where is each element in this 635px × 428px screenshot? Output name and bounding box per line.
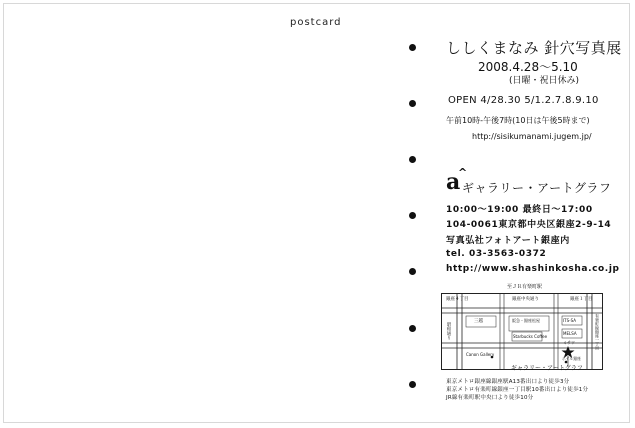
artist-url[interactable]: http://sisikumanami.jugem.jp/: [472, 132, 592, 141]
map-label-ginza4: 銀座４丁目: [446, 297, 469, 302]
map-station-label: 至ＪＲ有楽町駅: [507, 284, 543, 290]
bullet-dot: [409, 268, 416, 275]
direction-line: 東京メトロ銀座線銀座駅A13番出口より徒歩3分: [446, 379, 570, 385]
map-label-tsubaki: ホテル銀座: [562, 356, 581, 361]
gallery-address: 104-0061東京都中央区銀座2-9-14: [446, 220, 612, 230]
direction-line: JR線有楽町駅中央口より徒歩10分: [446, 395, 534, 401]
map-label-starbucks: Starbucks Coffee: [513, 334, 548, 339]
gallery-hours: 10:00〜19:00 最終日〜17:00: [446, 205, 593, 215]
map-label-chuo-dori: 銀座中央通り: [512, 297, 539, 302]
map-label-canon: Canon Gallery: [466, 352, 495, 357]
map-label-shop: 阪急・銀座松屋: [512, 318, 540, 323]
map-label-yurakucho-line: 有楽町線銀座一丁目: [595, 314, 600, 350]
direction-line: 東京メトロ有楽町線銀座一丁目駅10番出口より徒歩1分: [446, 387, 589, 393]
bullet-dot: [409, 212, 416, 219]
bullet-dot: [409, 156, 416, 163]
bullet-dot: [409, 100, 416, 107]
open-days: OPEN 4/28.30 5/1.2.7.8.9.10: [448, 95, 599, 106]
gallery-map: [441, 293, 603, 370]
gallery-building: 写真弘社フォトアート銀座内: [446, 236, 570, 246]
gallery-url[interactable]: http://www.shashinkosha.co.jp: [446, 264, 620, 274]
map-label-sawayo: ミサワ: [563, 340, 575, 345]
gallery-tel[interactable]: tel. 03-3563-0372: [446, 249, 547, 259]
postcard-label: postcard: [290, 17, 342, 28]
map-gallery-label: ギャラリー・アートグラフ: [511, 365, 583, 372]
bullet-dot: [409, 381, 416, 388]
gallery-name: ギャラリー・アートグラフ: [462, 181, 612, 195]
logo-accent-icon: ^: [458, 166, 468, 179]
gallery-logo: a: [446, 169, 461, 195]
map-label-showa: 昭和通り: [446, 322, 451, 340]
bullet-dot: [409, 44, 416, 51]
map-label-melsa: MELSA: [563, 331, 577, 336]
map-label-bank: ITS-SA: [563, 318, 576, 323]
closed-days: (日曜・祝日休み): [509, 76, 580, 86]
bullet-dot: [409, 325, 416, 332]
exhibition-dates: 2008.4.28〜5.10: [478, 60, 578, 74]
map-label-ginza1: 銀座１丁目: [570, 297, 593, 302]
exhibition-title: ししくまなみ 針穴写真展: [446, 39, 622, 57]
map-label-mitsukoshi: 三越: [474, 319, 483, 324]
exhibition-hours: 午前10時-午後7時(10日は午後5時まで): [446, 116, 590, 125]
